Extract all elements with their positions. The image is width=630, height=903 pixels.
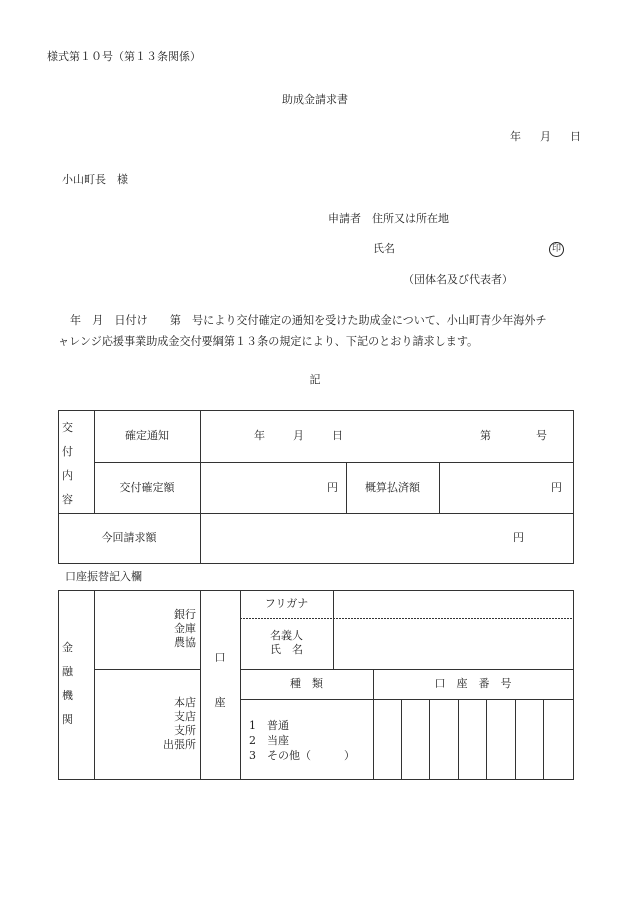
notice-date-field[interactable]: 年 月 日 xyxy=(254,429,345,442)
furigana-label: フリガナ xyxy=(264,597,309,610)
seal-mark: 印 xyxy=(549,242,564,257)
form-number: 様式第１０号（第１３条関係） xyxy=(47,50,201,63)
notice-label: 確定通知 xyxy=(125,429,169,442)
bank-side-label: 金 融 機 関 xyxy=(62,641,73,726)
holder-label: 名義人 氏 名 xyxy=(270,629,303,656)
prepaid-amount-field[interactable]: 円 xyxy=(551,481,562,494)
type-label: 種 類 xyxy=(290,677,323,690)
notice-number-field[interactable]: 第 号 xyxy=(480,429,550,442)
confirmed-amount-label: 交付確定額 xyxy=(119,481,175,494)
applicant-name-label: 氏名 xyxy=(373,242,395,255)
applicant-address-label: 申請者 住所又は所在地 xyxy=(328,212,449,225)
account-number-label: 口 座 番 号 xyxy=(434,677,512,690)
applicant-note: （団体名及び代表者） xyxy=(403,273,513,286)
account-type-options[interactable]: 1 普通 2 当座 3 その他（ ） xyxy=(249,719,355,762)
body-line-2: ャレンジ応援事業助成金交付要綱第１３条の規定により、下記のとおり請求します。 xyxy=(58,335,479,348)
bank-types: 銀行 金庫 農協 xyxy=(174,608,196,649)
date-field: 年 月 日 xyxy=(510,130,585,143)
document-title: 助成金請求書 xyxy=(282,93,348,106)
branch-types: 本店 支店 支所 出張所 xyxy=(163,696,196,751)
body-line-1: 年 月 日付け 第 号により交付確定の通知を受けた助成金について、小山町青少年海外チ xyxy=(70,314,547,327)
request-label: 今回請求額 xyxy=(101,531,157,544)
request-amount-field[interactable]: 円 xyxy=(513,531,524,544)
account-label: 口 座 xyxy=(214,651,226,709)
holder-name-field[interactable] xyxy=(334,619,572,668)
furigana-field[interactable] xyxy=(334,591,572,617)
addressee: 小山町長 様 xyxy=(62,173,128,186)
ki-heading: 記 xyxy=(309,373,321,386)
bank-section-title: 口座振替記入欄 xyxy=(65,570,142,583)
grant-side-label: 交 付 内 容 xyxy=(62,421,73,506)
prepaid-label: 概算払済額 xyxy=(365,481,420,494)
confirmed-amount-field[interactable]: 円 xyxy=(327,481,338,494)
